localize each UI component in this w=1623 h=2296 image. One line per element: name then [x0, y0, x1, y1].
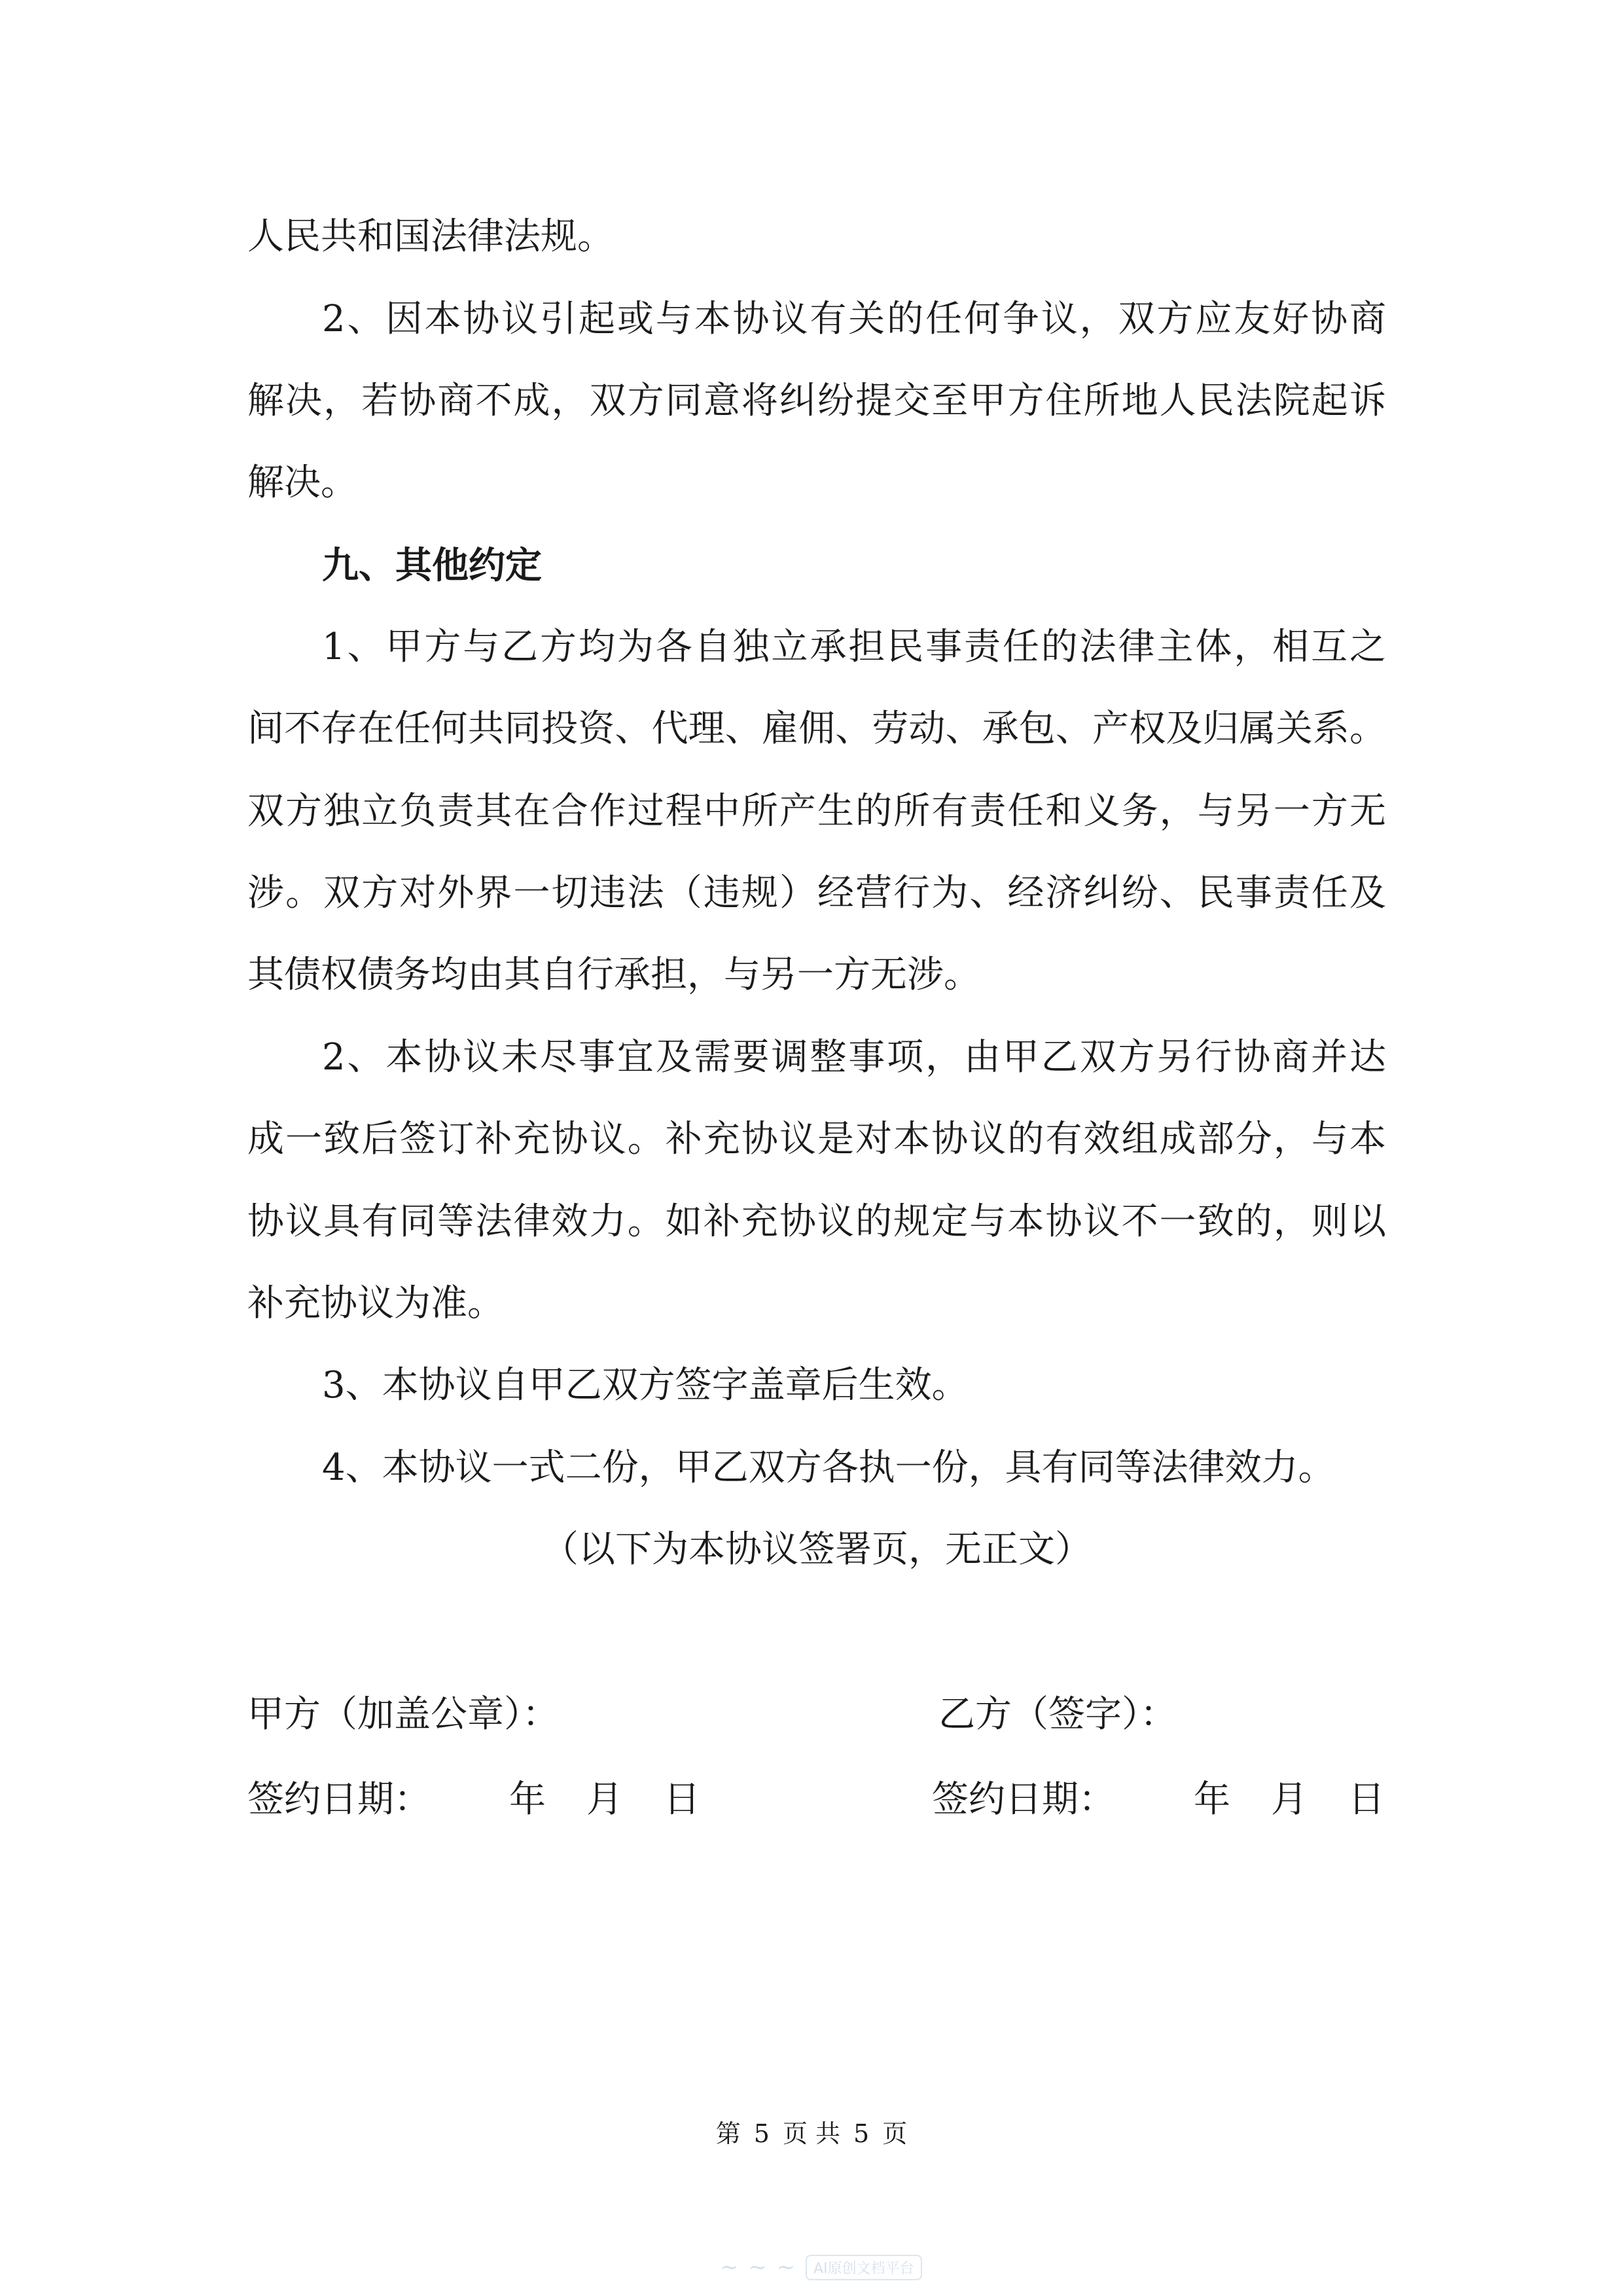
watermark-badge: AI原创文档平台: [806, 2255, 922, 2280]
signature-note: （以下为本协议签署页，无正文）: [542, 1528, 1092, 1571]
party-b-year: 年: [1194, 1778, 1230, 1821]
watermark-logo: [720, 2251, 995, 2283]
body-line: 解决。: [247, 461, 357, 504]
page-number-footer: [0, 2117, 1623, 2150]
body-line: 间不存在任何共同投资、代理、雇佣、劳动、承包、产权及归属关系。: [247, 708, 1386, 750]
body-line: 双方独立负责其在合作过程中所产生的所有责任和义务，与另一方无: [247, 790, 1386, 833]
party-a-label: 甲方（加盖公章）：: [247, 1693, 559, 1736]
body-line: 2、本协议未尽事宜及需要调整事项，由甲乙双方另行协商并达: [322, 1036, 1386, 1079]
body-line: 涉。双方对外界一切违法（违规）经营行为、经济纠纷、民事责任及: [247, 872, 1386, 914]
body-line: 3、本协议自甲乙双方签字盖章后生效。: [322, 1364, 969, 1407]
body-line: 解决，若协商不成，双方同意将纠纷提交至甲方住所地人民法院起诉: [247, 380, 1386, 422]
party-a-year: 年: [509, 1778, 546, 1821]
party-b-date-label: 签约日期：: [932, 1778, 1115, 1821]
body-line: 协议具有同等法律效力。如补充协议的规定与本协议不一致的，则以: [247, 1200, 1386, 1243]
body-line: 人民共和国法律法规。: [247, 215, 614, 258]
page-mid: 页 共: [782, 2119, 841, 2148]
body-line: 其债权债务均由其自行承担，与另一方无涉。: [247, 954, 980, 996]
body-line: 补充协议为准。: [247, 1282, 504, 1325]
body-line: 2、因本协议引起或与本协议有关的任何争议，双方应友好协商: [322, 298, 1386, 340]
page-suffix: 页: [882, 2119, 908, 2148]
watermark-script-icon: ~ ~ ~: [720, 2254, 797, 2280]
party-b-label: 乙方（签字）：: [938, 1693, 1177, 1736]
page-prefix: 第: [715, 2119, 741, 2148]
page-total: 5: [853, 2119, 870, 2148]
party-b-month: 月: [1271, 1778, 1308, 1821]
party-b-day: 日: [1348, 1778, 1385, 1821]
party-a-date-label: 签约日期：: [247, 1778, 431, 1821]
section-heading: 九、其他约定: [322, 544, 542, 587]
party-a-month: 月: [586, 1778, 623, 1821]
page-current: 5: [753, 2119, 770, 2148]
body-line: 4、本协议一式二份，甲乙双方各执一份，具有同等法律效力。: [322, 1446, 1335, 1489]
body-line: 1、甲方与乙方均为各自独立承担民事责任的法律主体，相互之: [322, 626, 1386, 668]
body-line: 成一致后签订补充协议。补充协议是对本协议的有效组成部分，与本: [247, 1118, 1386, 1160]
party-a-day: 日: [664, 1778, 700, 1821]
